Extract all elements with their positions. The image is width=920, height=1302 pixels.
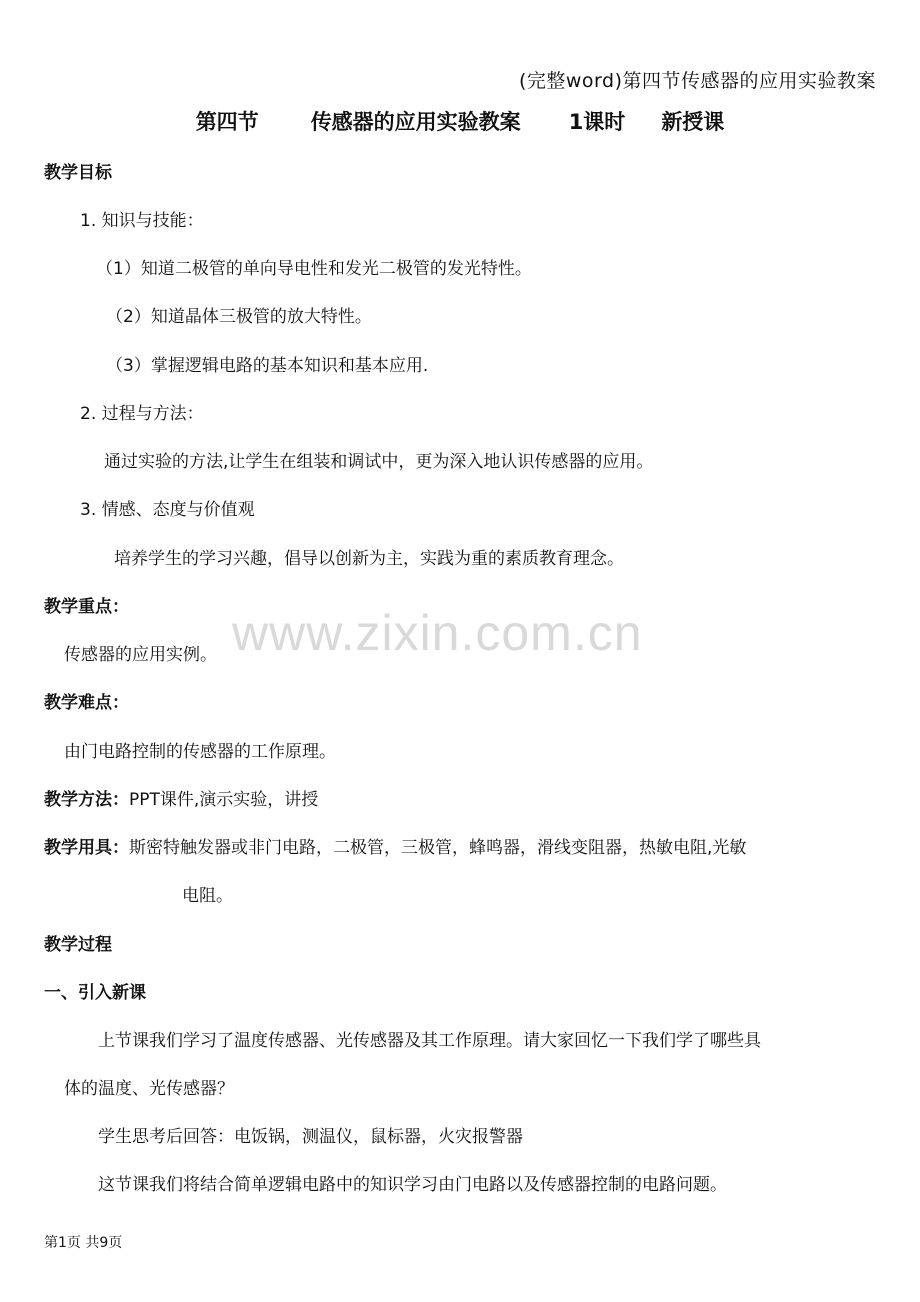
difficulties-text: 由门电路控制的传感器的工作原理。 — [64, 742, 336, 762]
part1-heading: 一、引入新课 — [44, 983, 146, 1003]
watermark: www.zixin.com.cn — [232, 605, 643, 661]
paragraph-1-line-1: 上节课我们学习了温度传感器、光传感器及其工作原理。请大家回忆一下我们学了哪些具 — [98, 1031, 761, 1051]
paragraph-1-line-2: 体的温度、光传感器？ — [64, 1079, 234, 1099]
title-section: 第四节 — [195, 110, 259, 134]
tools-line — [44, 833, 746, 858]
objective-2: 2. 过程与方法： — [80, 404, 204, 424]
page-title — [0, 106, 920, 136]
title-topic: 传感器的应用实验教案 — [310, 110, 521, 134]
objective-3-text: 培养学生的学习兴趣，倡导以创新为主，实践为重的素质教育理念。 — [114, 549, 624, 569]
objective-3: 3. 情感、态度与价值观 — [80, 500, 255, 520]
objectives-heading: 教学目标 — [44, 163, 112, 183]
key-points-text: 传感器的应用实例。 — [64, 645, 217, 665]
page-footer: 第1页 共9页 — [44, 1235, 123, 1251]
paragraph-2: 学生思考后回答：电饭锅，测温仪，鼠标器，火灾报警器 — [98, 1127, 523, 1147]
objective-1-sub-2: （2）知道晶体三极管的放大特性。 — [106, 307, 372, 327]
running-header: (完整word)第四节传感器的应用实验教案 — [518, 70, 876, 92]
objective-1-sub-3: （3）掌握逻辑电路的基本知识和基本应用. — [106, 356, 429, 376]
methods-line — [44, 785, 318, 810]
objective-1: 1. 知识与技能： — [80, 211, 204, 231]
methods-label: 教学方法： — [44, 790, 129, 810]
methods-text: PPT课件,演示实验，讲授 — [129, 790, 319, 810]
tools-text-line2: 电阻。 — [182, 886, 233, 906]
objective-1-sub-1: （1）知道二极管的单向导电性和发光二极管的发光特性。 — [96, 259, 532, 279]
key-points-heading: 教学重点： — [44, 597, 129, 617]
tools-label: 教学用具： — [44, 838, 129, 858]
process-heading: 教学过程 — [44, 935, 112, 955]
tools-text-line1: 斯密特触发器或非门电路，二极管，三极管，蜂鸣器，滑线变阻器，热敏电阻,光敏 — [129, 838, 747, 858]
title-type: 新授课 — [661, 110, 725, 134]
paragraph-3: 这节课我们将结合简单逻辑电路中的知识学习由门电路以及传感器控制的电路问题。 — [98, 1175, 727, 1195]
difficulties-heading: 教学难点： — [44, 693, 129, 713]
title-hours: 1课时 — [568, 110, 626, 134]
objective-2-text: 通过实验的方法,让学生在组装和调试中，更为深入地认识传感器的应用。 — [104, 452, 654, 472]
